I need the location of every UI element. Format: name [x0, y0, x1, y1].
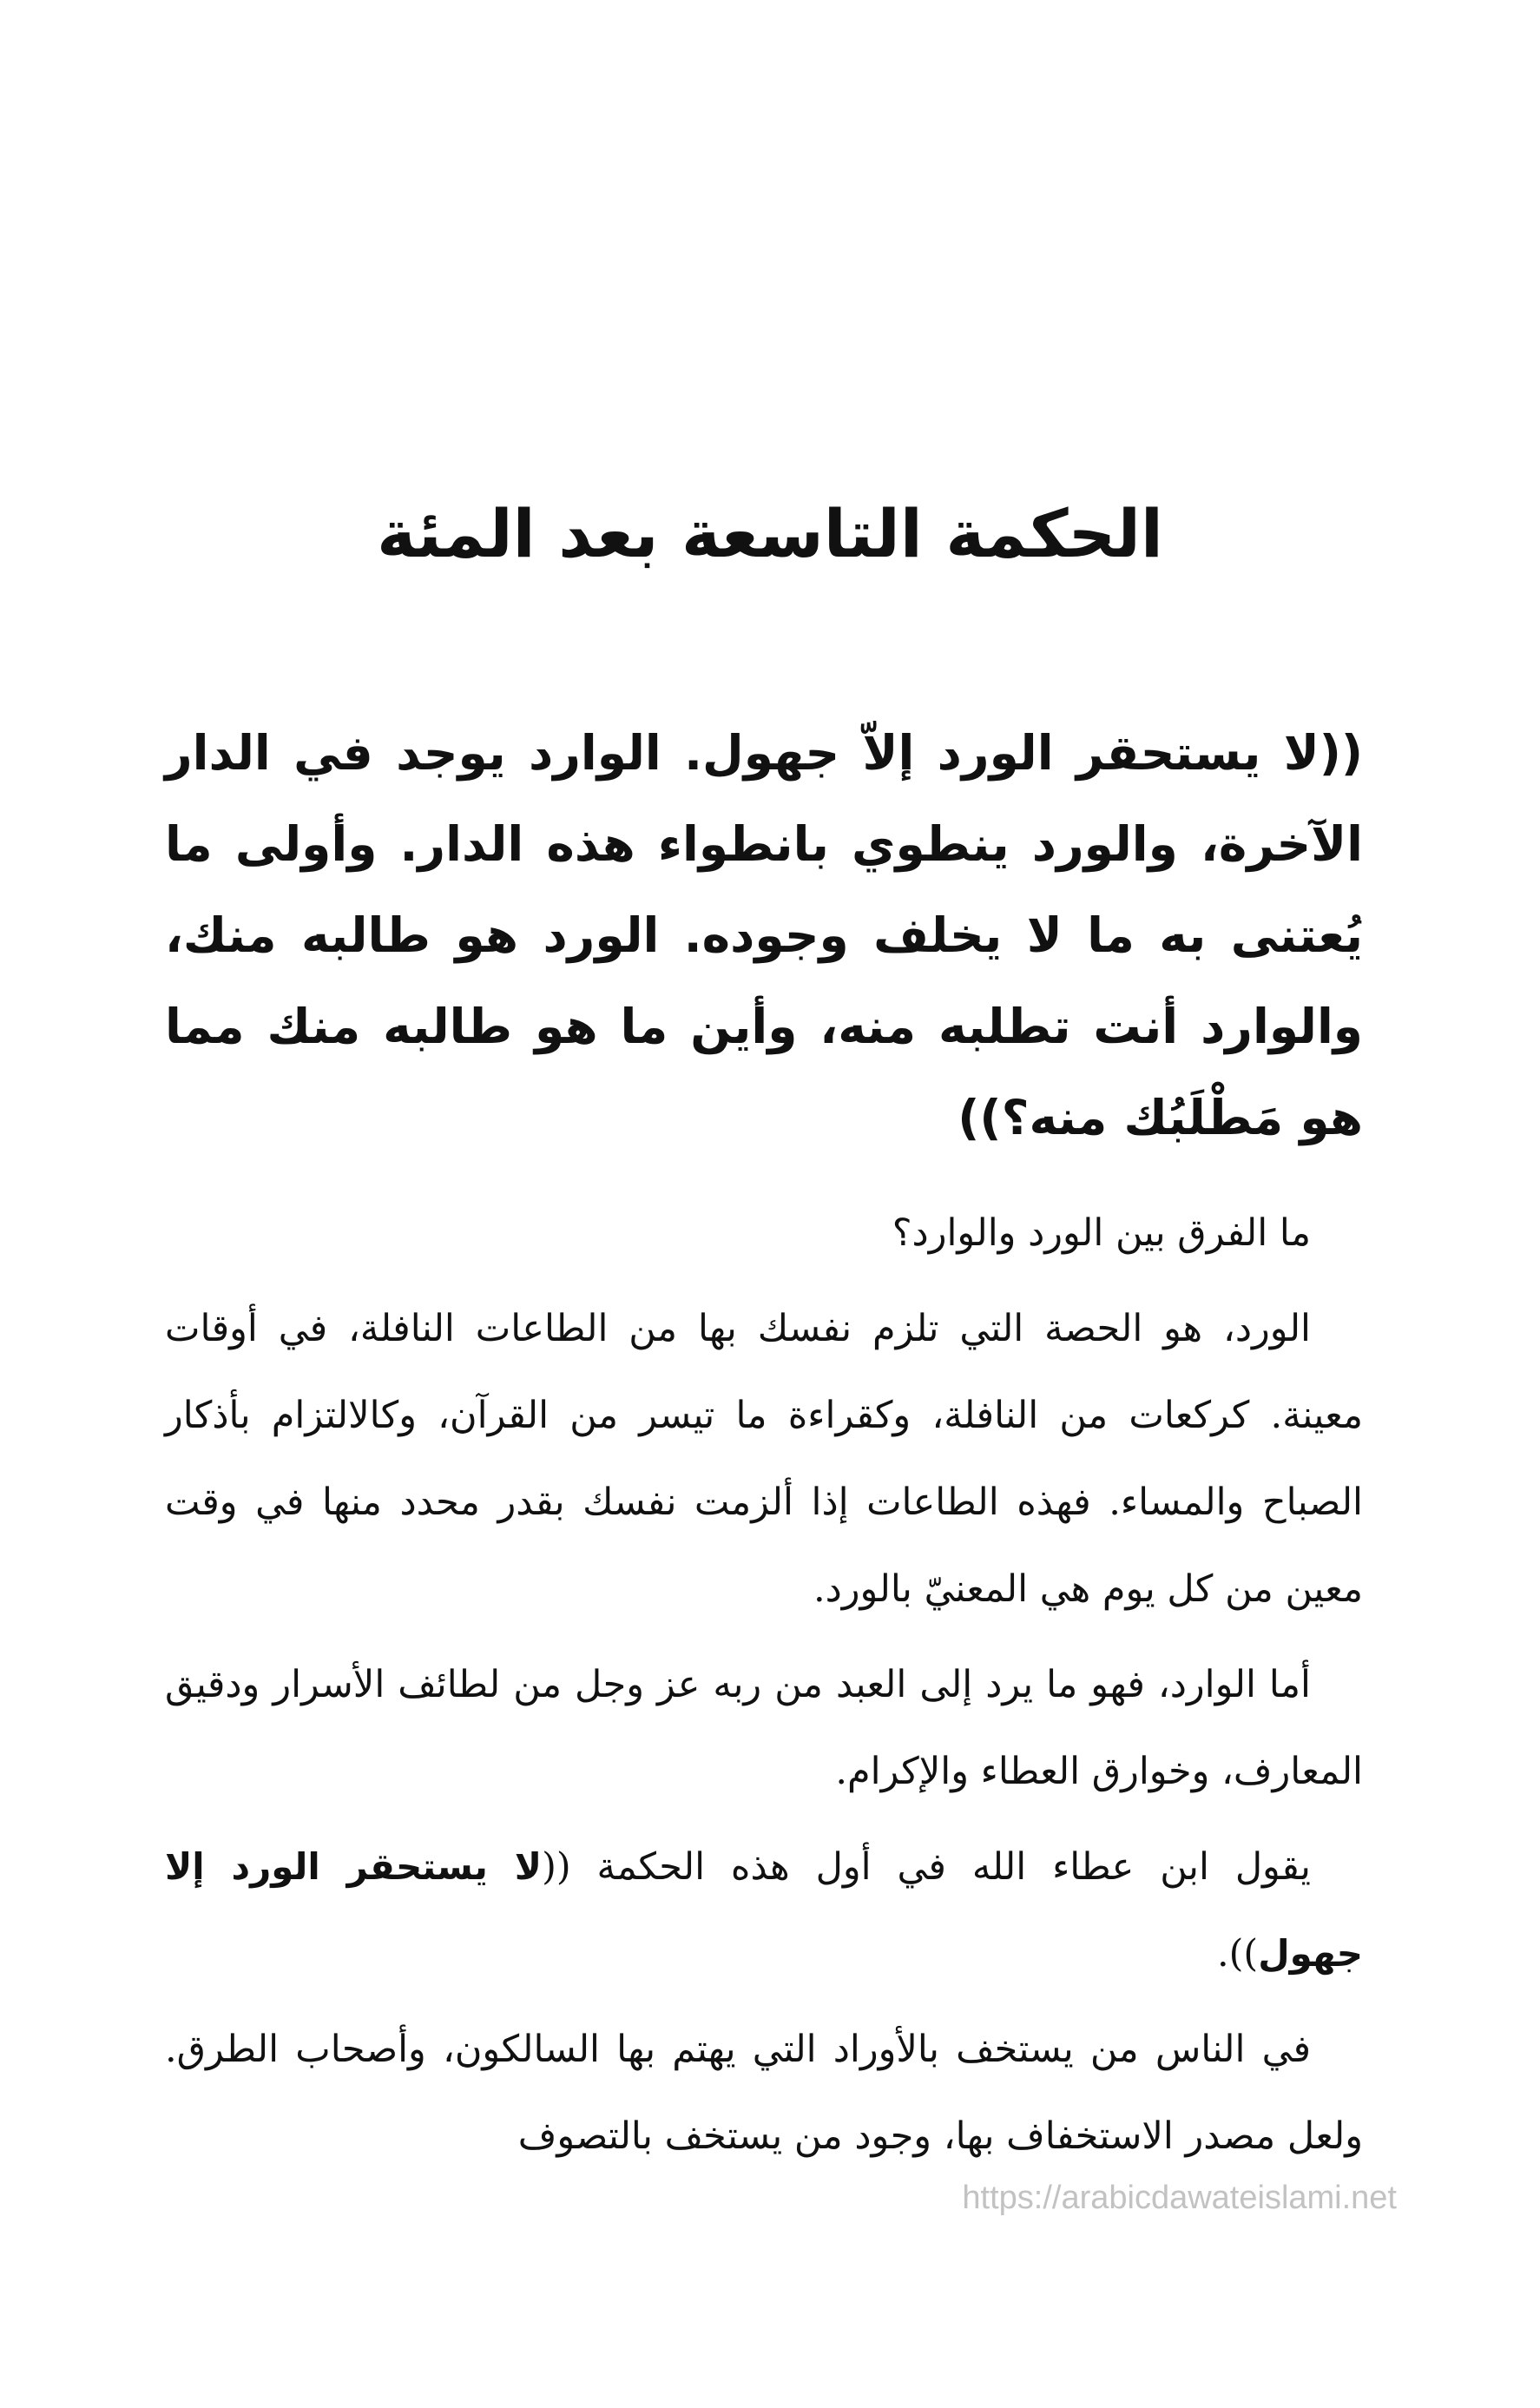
warid-definition-paragraph: أما الوارد، فهو ما يرد إلى العبد من ربه عز وجل من لطائف الأسرار ودقيق المعارف، وخوارق العطاء والإكرام.: [165, 1663, 1363, 1793]
citation-suffix: )).: [1216, 1932, 1259, 1976]
closing-paragraph: في الناس من يستخف بالأوراد التي يهتم بها السالكون، وأصحاب الطرق. ولعل مصدر الاستخفاف بها، وجود من يستخف بالتصوف: [165, 2028, 1363, 2158]
site-watermark: https://arabicdawateislami.net: [962, 2180, 1397, 2216]
chapter-title: الحكمة التاسعة بعد المئة: [377, 495, 1163, 572]
question-paragraph: ما الفرق بين الورد والوارد؟: [892, 1211, 1311, 1255]
citation-paragraph: [165, 1824, 1363, 1997]
commentary-body: [165, 1190, 1363, 2180]
citation-prefix: يقول ابن عطاء الله في أول هذه الحكمة ((: [542, 1845, 1311, 1889]
wisdom-quote: ((لا يستحقر الورد إلاّ جهول. الوارد يوجد في الدار الآخرة، والورد ينطوي بانطواء هذه الدار. وأولى ما يُعتنى به ما لا يخلف وجوده. الورد هو طالبه منك، والوارد أنت تطلبه منه، وأين ما هو طالبه منك مما هو مَطْلَبُك منه؟)): [165, 725, 1363, 1145]
citation-bold-text: لا يستحقر الورد إلا جهول: [165, 1845, 1363, 1975]
wird-definition-paragraph: الورد، هو الحصة التي تلزم نفسك بها من الطاعات النافلة، في أوقات معينة. كركعات من النافلة، وكقراءة ما تيسر من القرآن، وكالالتزام بأذكار الصباح والمساء. فهذه الطاعات إذا ألزمت نفسك بقدر محدد منها في وقت معين من كل يوم هي المعنيّ بالورد.: [165, 1307, 1363, 1611]
